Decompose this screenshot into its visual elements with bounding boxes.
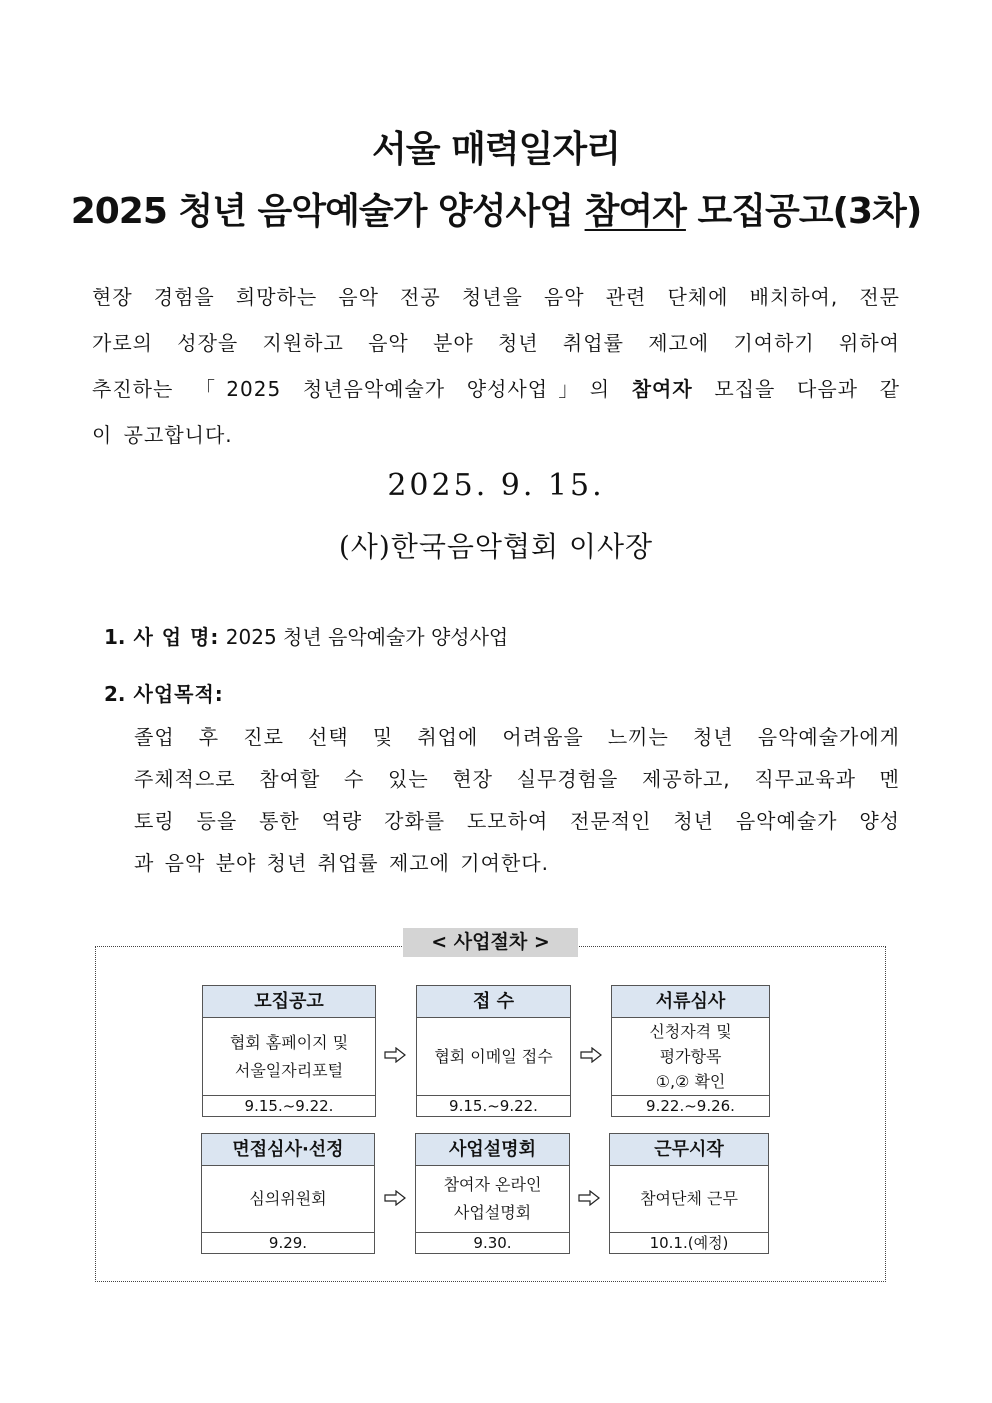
step-body-line: 사업설명회 bbox=[453, 1203, 532, 1222]
process-step-briefing bbox=[415, 1133, 570, 1254]
announcement-date: 2025. 9. 15. bbox=[387, 468, 605, 503]
step-date: 9.29. bbox=[268, 1234, 308, 1252]
title-line-1: 서울 매력일자리 bbox=[372, 129, 620, 170]
step-body-line: 참여자 온라인 bbox=[443, 1175, 542, 1194]
section-2-line: 졸업 후 진로 선택 및 취업에 어려움을 느끼는 청년 음악예술가에게 bbox=[134, 725, 900, 749]
step-body bbox=[417, 1018, 570, 1096]
step-body-line: 신청자격 및 bbox=[649, 1022, 732, 1041]
step-body-line: 협회 이메일 접수 bbox=[434, 1046, 553, 1066]
step-head: 면접심사·선정 bbox=[202, 1134, 374, 1166]
step-body-line: 서울일자리포털 bbox=[234, 1060, 344, 1080]
section-2-label: 사업목적: bbox=[133, 682, 224, 706]
section-2 bbox=[104, 678, 224, 707]
process-step-recruit-notice bbox=[202, 985, 376, 1117]
organization-name: (사)한국음악협회 이사장 bbox=[338, 530, 654, 563]
right-arrow-icon bbox=[384, 1190, 406, 1206]
section-2-line: 토링 등을 통한 역량 강화를 도모하여 전문적인 청년 음악예술가 양성 bbox=[134, 809, 900, 833]
step-body-line: 심의위원회 bbox=[249, 1189, 327, 1208]
step-body-line: 참여단체 근무 bbox=[640, 1189, 738, 1208]
right-arrow-icon bbox=[384, 1047, 406, 1063]
step-body bbox=[202, 1166, 374, 1233]
step-body-line: ①,② 확인 bbox=[655, 1072, 726, 1091]
step-head: 접 수 bbox=[417, 986, 570, 1018]
intro-line bbox=[92, 366, 900, 412]
section-1 bbox=[104, 621, 508, 650]
step-date: 9.15.~9.22. bbox=[449, 1097, 538, 1115]
process-title: < 사업절차 > bbox=[403, 928, 578, 957]
step-date: 9.30. bbox=[473, 1234, 512, 1252]
title-line-2 bbox=[0, 190, 992, 234]
section-1-value: 2025 청년 음악예술가 양성사업 bbox=[225, 625, 509, 649]
step-body-line: 평가항목 bbox=[659, 1047, 722, 1066]
intro-paragraph bbox=[92, 274, 900, 458]
intro-line-part: 모집을 다음과 같 bbox=[714, 377, 900, 401]
step-body-line: 협회 홈페이지 및 bbox=[229, 1032, 349, 1052]
right-arrow-icon bbox=[580, 1047, 602, 1063]
step-head: 서류심사 bbox=[612, 986, 769, 1018]
step-body bbox=[416, 1166, 569, 1233]
step-body bbox=[610, 1166, 768, 1233]
section-2-number: 2. bbox=[104, 682, 126, 706]
step-date: 9.15.~9.22. bbox=[244, 1097, 334, 1115]
intro-line-part: 추진하는 「2025 청년음악예술가 양성사업」의 bbox=[92, 377, 611, 401]
step-head: 근무시작 bbox=[610, 1134, 768, 1166]
step-head: 모집공고 bbox=[203, 986, 375, 1018]
intro-line: 가로의 성장을 지원하고 음악 분야 청년 취업률 제고에 기여하기 위하여 bbox=[92, 331, 900, 355]
step-body bbox=[203, 1018, 375, 1096]
section-2-line: 주체적으로 참여할 수 있는 현장 실무경험을 제공하고, 직무교육과 멘 bbox=[134, 767, 900, 791]
process-step-application bbox=[416, 985, 571, 1117]
step-date: 9.22.~9.26. bbox=[646, 1097, 735, 1115]
title-line-2-pre: 2025 청년 음악예술가 양성사업 bbox=[70, 191, 585, 232]
section-2-line: 과 음악 분야 청년 취업률 제고에 기여한다. bbox=[134, 851, 549, 875]
step-body bbox=[612, 1018, 769, 1096]
title-underlined-word: 참여자 bbox=[584, 191, 686, 232]
step-date: 10.1.(예정) bbox=[649, 1234, 729, 1252]
process-step-document-review bbox=[611, 985, 770, 1117]
section-1-label: 사 업 명: bbox=[133, 625, 220, 649]
section-1-number: 1. bbox=[104, 625, 126, 649]
section-2-body bbox=[134, 716, 900, 884]
process-step-interview bbox=[201, 1133, 375, 1254]
intro-line: 현장 경험을 희망하는 음악 전공 청년을 음악 관련 단체에 배치하여, 전문 bbox=[92, 285, 900, 309]
step-head: 사업설명회 bbox=[416, 1134, 569, 1166]
intro-line: 이 공고합니다. bbox=[92, 423, 233, 447]
title-line-2-post: 모집공고(3차) bbox=[685, 191, 922, 232]
right-arrow-icon bbox=[578, 1190, 600, 1206]
process-step-work-start bbox=[609, 1133, 769, 1254]
intro-bold-word: 참여자 bbox=[631, 377, 693, 401]
